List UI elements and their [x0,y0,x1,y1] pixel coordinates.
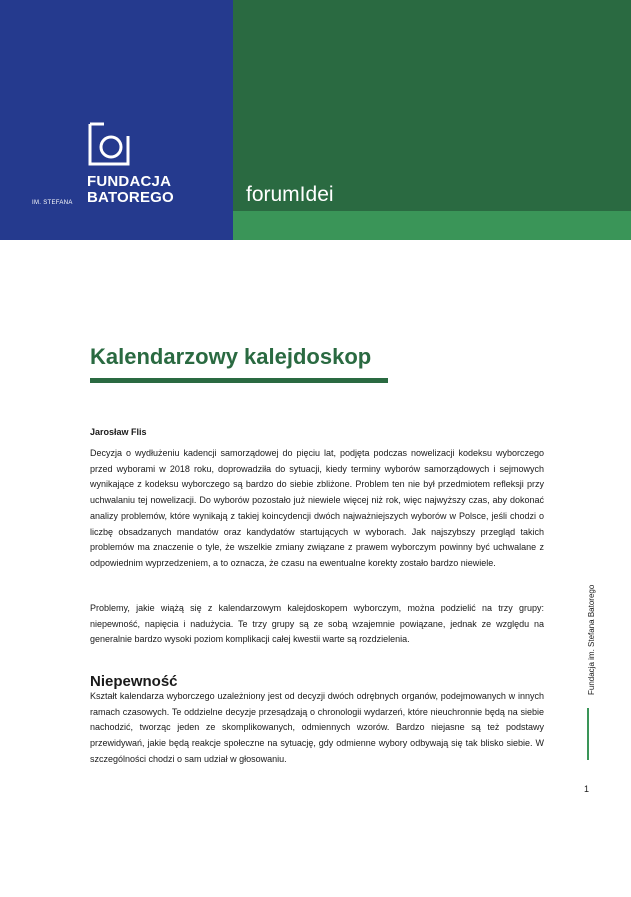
header-green-strip [233,211,631,240]
side-green-bar [587,708,589,760]
org-name-line1: FUNDACJA [87,173,172,190]
article-title: Kalendarzowy kalejdoskop [90,344,372,369]
org-name-line2: BATOREGO [87,189,174,206]
title-underline [90,378,388,383]
header-green-panel [233,0,631,211]
foundation-logo-icon [88,122,130,166]
org-name-prefix: IM. STEFANA [32,200,73,206]
page-number: 1 [584,784,590,794]
article-author: Jarosław Flis [90,427,147,437]
side-org-name: Fundacja im. Stefana Batorego [587,584,596,695]
paragraph-3: Kształt kalendarza wyborczego uzależniony jest od decyzji dwóch odrębnych organów, podejmowanych w innych ramach czasowych. Te oddzielne decyzje przesądzają o chronologii wydarzeń, które nieuchronnie będą na siebie nachodzić, tworząc jeden ze skomplikowanych, odmiennych wzorów. Bardzo niejasne są też podstawy przewidywań, jakie będą reakcje społeczne na sytuację, gdy odmienne wybory odbywają się tak blisko siebie. W szczególności chodzi o sam udział w głosowaniu. [90,691,544,764]
section-heading: Niepewność [90,673,178,690]
paragraph-1: Decyzja o wydłużeniu kadencji samorządowej do pięciu lat, podjęta podczas nowelizacji kodeksu wyborczego przed wyborami w 2018 roku, doprowadziła do sytuacji, kiedy terminy wyborów samorządowych i sejmowych wynikające z kodeksu wyborczego są bardzo do siebie zbliżone. Problem ten nie był przedmiotem refleksji przy uchwalaniu tej nowelizacji. Do wyborów pozostało już niewiele więcej niż rok, więc najwyższy czas, aby dokonać analizy problemów, które wynikają z takiej koincydencji dwóch najważniejszych wyborów w Polsce, jeśli chodzi o liczbę obsadzanych mandatów oraz kandydatów startujących w wyborach. Jak najszybszy przegląd takich problemów ma znaczenie o tyle, że wszelkie zmiany związane z prawem wyborczym powinny być uchwalane z odpowiednim wyprzedzeniem, a to oznacza, że czasu na ewentualne korekty zostało bardzo niewiele. [90,448,544,568]
series-name: forumIdei [246,183,334,206]
paragraph-2: Problemy, jakie wiążą się z kalendarzowym kalejdoskopem wyborczym, można podzielić na trzy grupy: niepewność, napięcia i nadużycia. Te trzy grupy są ze sobą wzajemnie powiązane, jednak ze względu na generalnie bardzo wysoki poziom komplikacji całej kwestii warte są rozdzielenia. [90,603,544,645]
